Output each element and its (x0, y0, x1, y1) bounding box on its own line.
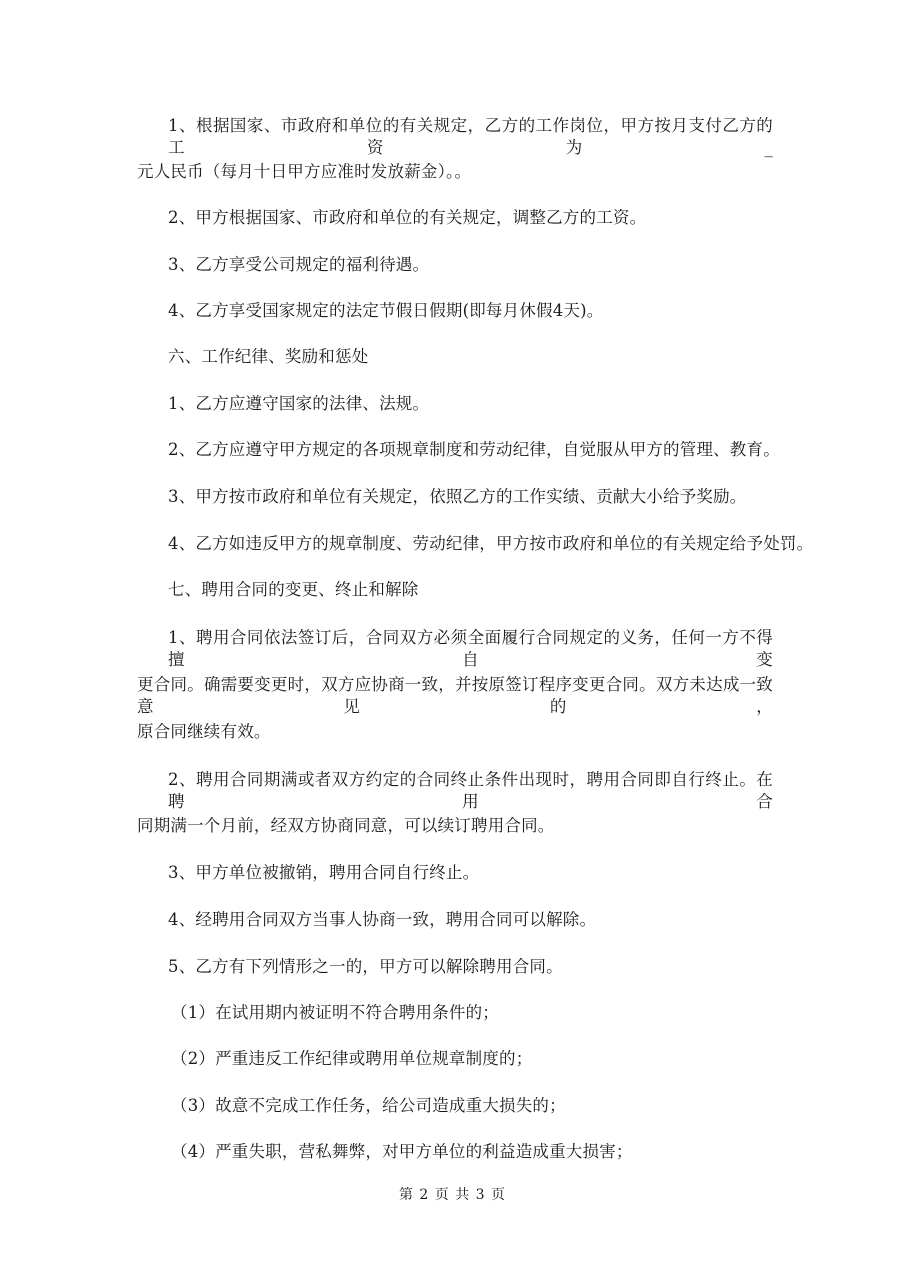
paragraph-line: 原合同继续有效。 (137, 722, 271, 741)
paragraph-line: 4、经聘用合同双方当事人协商一致，聘用合同可以解除。 (168, 910, 597, 929)
paragraph-line: 3、甲方按市政府和单位有关规定，依照乙方的工作实绩、贡献大小给予奖励。 (168, 487, 747, 506)
paragraph-line: 3、乙方享受公司规定的福利待遇。 (168, 255, 430, 274)
paragraph-line: 元人民币（每月十日甲方应准时发放薪金）。。 (137, 162, 472, 181)
paragraph-line: 3、甲方单位被撤销，聘用合同自行终止。 (168, 863, 480, 882)
list-item: （2）严重违反工作纪律或聘用单位规章制度的； (171, 1049, 533, 1068)
paragraph-line: 1、乙方应遵守国家的法律、法规。 (168, 394, 430, 413)
paragraph-line: 更合同。确需要变更时，双方应协商一致，并按原签订程序变更合同。双方未达成一致意见的， (137, 675, 773, 716)
paragraph-line: 2、乙方应遵守甲方规定的各项规章制度和劳动纪律，自觉服从甲方的管理、教育。 (168, 440, 780, 459)
list-item: （1）在试用期内被证明不符合聘用条件的； (171, 1003, 499, 1022)
list-item: （4）严重失职，营私舞弊，对甲方单位的利益造成重大损害； (171, 1142, 633, 1161)
paragraph-line: 4、乙方如违反甲方的规章制度、劳动纪律，甲方按市政府和单位的有关规定给予处罚。 (168, 534, 814, 553)
paragraph-line: 4、乙方享受国家规定的法定节假日假期(即每月休假4天)。 (168, 301, 604, 320)
paragraph-line: 2、甲方根据国家、市政府和单位的有关规定，调整乙方的工资。 (168, 208, 647, 227)
paragraph-line: 1、聘用合同依法签订后，合同双方必须全面履行合同规定的义务，任何一方不得擅自变 (168, 628, 773, 669)
paragraph-line: 同期满一个月前，经双方协商同意，可以续订聘用合同。 (137, 816, 555, 835)
section-heading: 六、工作纪律、奖励和惩处 (168, 347, 369, 366)
paragraph-line: 5、乙方有下列情形之一的，甲方可以解除聘用合同。 (168, 957, 563, 976)
list-item: （3）故意不完成工作任务，给公司造成重大损失的； (171, 1096, 566, 1115)
paragraph-line: 2、聘用合同期满或者双方约定的合同终止条件出现时，聘用合同即自行终止。在聘用合 (168, 770, 773, 811)
section-heading: 七、聘用合同的变更、终止和解除 (168, 580, 419, 599)
page-number-footer: 第 2 页 共 3 页 (398, 1187, 507, 1203)
paragraph-line: 1、根据国家、市政府和单位的有关规定，乙方的工作岗位，甲方按月支付乙方的工资为_ (168, 116, 773, 157)
